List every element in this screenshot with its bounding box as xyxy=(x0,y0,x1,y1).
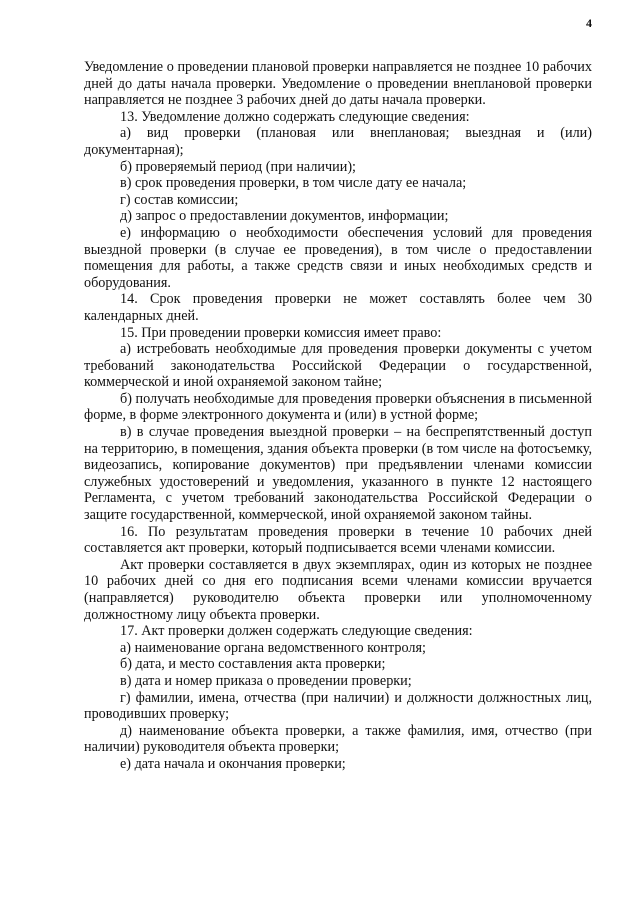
paragraph: е) дата начала и окончания проверки; xyxy=(120,755,346,772)
paragraph: Акт проверки составляется в двух экземплярах, один из которых не позднее 10 рабочих дней со дня его подписания всеми членами комиссии вручается (направляется) руководителю объекта проверки или уполномоченному должностному лицу объекта проверки. xyxy=(84,556,592,623)
paragraph: а) наименование органа ведомственного контроля; xyxy=(120,639,426,656)
paragraph: в) в случае проведения выездной проверки – на беспрепятственный доступ на территорию, в помещения, здания объекта проверки (в том числе на фотосъемку, видеозапись, копирование документов) при предъявлении членами комиссии служебных удостоверений и уведомления, указанного в пункте 12 настоящего Регламента, с учетом требований законодательства Российской Федерации о защите государственной, коммерческой, иной охраняемой законом тайны. xyxy=(84,424,592,524)
paragraph: в) дата и номер приказа о проведении проверки; xyxy=(120,672,412,689)
paragraph: а) вид проверки (плановая или внеплановая; выездная и (или) документарная); xyxy=(84,125,592,158)
paragraph: 15. При проведении проверки комиссия имеет право: xyxy=(120,324,442,341)
paragraph: 16. По результатам проведения проверки в течение 10 рабочих дней составляется акт проверки, который подписывается всеми членами комиссии. xyxy=(84,523,592,557)
paragraph: 13. Уведомление должно содержать следующие сведения: xyxy=(120,108,470,125)
paragraph: е) информацию о необходимости обеспечения условий для проведения выездной проверки (в случае ее проведения), в том числе о предоставлении помещения для работы, а также средств связи и иных необходимых средств и оборудования. xyxy=(84,224,592,291)
paragraph: д) запрос о предоставлении документов, информации; xyxy=(120,208,449,225)
paragraph: б) получать необходимые для проведения проверки объяснения в письменной форме, в форме электронного документа и (или) в устной форме; xyxy=(84,390,592,424)
paragraph: д) наименование объекта проверки, а также фамилия, имя, отчество (при наличии) руководителя объекта проверки; xyxy=(84,722,592,756)
paragraph: г) состав комиссии; xyxy=(120,191,239,208)
paragraph: а) истребовать необходимые для проведения проверки документы с учетом требований законодательства Российской Федерации о государственной, коммерческой и иной охраняемой законом тайне; xyxy=(84,341,592,391)
paragraph: б) дата, и место составления акта проверки; xyxy=(120,656,386,673)
paragraph: в) срок проведения проверки, в том числе дату ее начала; xyxy=(120,175,467,192)
page-number: 4 xyxy=(586,16,592,30)
paragraph: г) фамилии, имена, отчества (при наличии) и должности должностных лиц, проводивших проверку; xyxy=(84,689,592,723)
paragraph: 17. Акт проверки должен содержать следующие сведения: xyxy=(120,623,473,640)
paragraph: 14. Срок проведения проверки не может составлять более чем 30 календарных дней. xyxy=(84,291,592,324)
document-body xyxy=(84,59,592,773)
paragraph: Уведомление о проведении плановой проверки направляется не позднее 10 рабочих дней до даты начала проверки. Уведомление о проведении внеплановой проверки направляется не позднее 3 рабочих дней до даты начала проверки. xyxy=(84,59,592,109)
paragraph: б) проверяемый период (при наличии); xyxy=(120,158,356,175)
